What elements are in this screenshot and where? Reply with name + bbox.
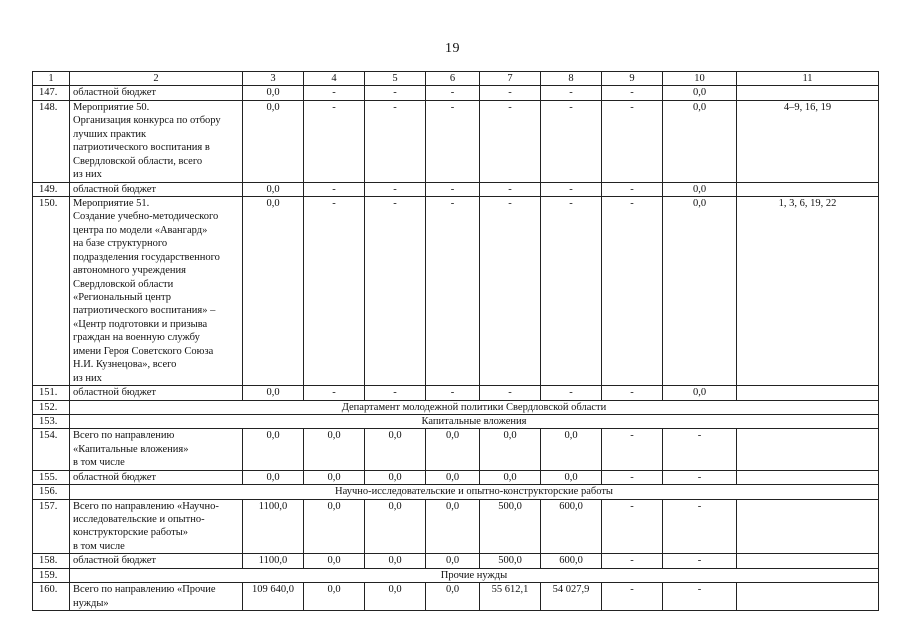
section-row	[33, 400, 879, 414]
description-line: Организация конкурса по отбору	[73, 115, 221, 127]
value-cell: 0,0	[304, 470, 365, 484]
value-cell: -	[663, 499, 737, 554]
table-row	[33, 499, 879, 554]
table-row	[33, 429, 879, 470]
value-cell: 600,0	[541, 499, 602, 554]
table-row	[33, 470, 879, 484]
value-cell: -	[663, 554, 737, 568]
value-cell: -	[365, 386, 426, 400]
target-indicators	[737, 182, 879, 196]
column-header: 11	[737, 72, 879, 86]
target-indicators	[737, 554, 879, 568]
description-line: Создание учебно-методического	[73, 211, 219, 223]
value-cell: -	[663, 583, 737, 611]
row-description	[70, 470, 243, 484]
column-header: 8	[541, 72, 602, 86]
section-row	[33, 568, 879, 582]
value-cell: 500,0	[480, 499, 541, 554]
description-line: лучших практик	[73, 128, 147, 140]
description-line: из них	[73, 169, 102, 181]
description-line: в том числе	[73, 457, 125, 469]
value-cell: -	[426, 182, 480, 196]
value-cell: 0,0	[541, 470, 602, 484]
value-cell: -	[541, 86, 602, 100]
table-body	[33, 72, 879, 611]
value-cell: 0,0	[243, 86, 304, 100]
row-number: 152.	[33, 400, 70, 414]
description-line: граждан на военную службу	[73, 332, 200, 344]
value-cell: -	[602, 554, 663, 568]
value-cell: -	[602, 386, 663, 400]
target-indicators: 1, 3, 6, 19, 22	[737, 196, 879, 385]
column-header: 3	[243, 72, 304, 86]
value-cell: -	[304, 386, 365, 400]
table-row	[33, 182, 879, 196]
table-row	[33, 100, 879, 182]
value-cell: 0,0	[663, 386, 737, 400]
row-number: 151.	[33, 386, 70, 400]
value-cell: 0,0	[243, 470, 304, 484]
value-cell: 600,0	[541, 554, 602, 568]
value-cell: 0,0	[365, 499, 426, 554]
description-line: нужды»	[73, 597, 109, 609]
value-cell: -	[426, 100, 480, 182]
value-cell: 0,0	[304, 499, 365, 554]
row-description	[70, 182, 243, 196]
row-description	[70, 386, 243, 400]
value-cell: -	[365, 86, 426, 100]
value-cell: 0,0	[243, 429, 304, 470]
description-line: автономного учреждения	[73, 265, 186, 277]
target-indicators	[737, 583, 879, 611]
value-cell: 0,0	[365, 583, 426, 611]
value-cell: -	[304, 100, 365, 182]
table-row	[33, 386, 879, 400]
column-header: 10	[663, 72, 737, 86]
description-line: «Центр подготовки и призыва	[73, 318, 208, 330]
section-title: Капитальные вложения	[70, 414, 879, 428]
value-cell: 0,0	[480, 429, 541, 470]
section-title: Прочие нужды	[70, 568, 879, 582]
column-header: 9	[602, 72, 663, 86]
description-line: областной бюджет	[73, 387, 156, 399]
description-line: Свердловской области, всего	[73, 155, 203, 167]
value-cell: -	[304, 86, 365, 100]
row-description	[70, 86, 243, 100]
value-cell: 0,0	[243, 182, 304, 196]
description-line: патриотического воспитания» –	[73, 305, 216, 317]
row-description	[70, 196, 243, 385]
target-indicators	[737, 386, 879, 400]
row-number: 155.	[33, 470, 70, 484]
row-number: 148.	[33, 100, 70, 182]
value-cell: 0,0	[663, 182, 737, 196]
description-line: Всего по направлению «Научно-	[73, 500, 219, 512]
value-cell: -	[602, 196, 663, 385]
value-cell: -	[602, 583, 663, 611]
description-line: областной бюджет	[73, 555, 156, 567]
value-cell: 0,0	[663, 86, 737, 100]
row-number: 160.	[33, 583, 70, 611]
description-line: имени Героя Советского Союза	[73, 345, 214, 357]
description-line: «Капитальные вложения»	[73, 443, 189, 455]
description-line: в том числе	[73, 540, 125, 552]
value-cell: -	[602, 100, 663, 182]
section-row	[33, 414, 879, 428]
target-indicators: 4–9, 16, 19	[737, 100, 879, 182]
column-header: 6	[426, 72, 480, 86]
value-cell: 0,0	[365, 470, 426, 484]
value-cell: -	[602, 429, 663, 470]
value-cell: 1100,0	[243, 499, 304, 554]
description-line: исследовательские и опытно-	[73, 514, 205, 525]
row-number: 157.	[33, 499, 70, 554]
value-cell: -	[480, 100, 541, 182]
description-line: Н.И. Кузнецова», всего	[73, 359, 177, 371]
value-cell: 0,0	[304, 554, 365, 568]
row-number: 153.	[33, 414, 70, 428]
value-cell: -	[602, 499, 663, 554]
description-line: Мероприятие 51.	[73, 197, 150, 209]
value-cell: 55 612,1	[480, 583, 541, 611]
row-description	[70, 429, 243, 470]
row-number: 150.	[33, 196, 70, 385]
value-cell: -	[304, 196, 365, 385]
value-cell: 0,0	[365, 429, 426, 470]
value-cell: 0,0	[426, 429, 480, 470]
value-cell: 0,0	[304, 583, 365, 611]
table-row	[33, 86, 879, 100]
value-cell: 0,0	[426, 583, 480, 611]
description-line: патриотического воспитания в	[73, 142, 210, 154]
row-description	[70, 554, 243, 568]
value-cell: -	[602, 86, 663, 100]
description-line: «Региональный центр	[73, 292, 171, 303]
description-line: областной бюджет	[73, 471, 156, 483]
value-cell: 0,0	[480, 470, 541, 484]
target-indicators	[737, 470, 879, 484]
page-number: 19	[445, 41, 460, 56]
row-description	[70, 499, 243, 554]
description-line: центра по модели «Авангард»	[73, 224, 208, 236]
value-cell: -	[602, 470, 663, 484]
column-header: 1	[33, 72, 70, 86]
value-cell: -	[480, 86, 541, 100]
table-header-row	[33, 72, 879, 86]
description-line: подразделения государственного	[73, 251, 220, 263]
value-cell: -	[541, 182, 602, 196]
row-number: 159.	[33, 568, 70, 582]
table-row	[33, 583, 879, 611]
value-cell: -	[304, 182, 365, 196]
description-line: конструкторские работы»	[73, 527, 189, 539]
section-title: Департамент молодежной политики Свердловской области	[70, 400, 879, 414]
table-row	[33, 554, 879, 568]
value-cell: 109 640,0	[243, 583, 304, 611]
value-cell: -	[365, 182, 426, 196]
value-cell: 0,0	[541, 429, 602, 470]
description-line: Мероприятие 50.	[73, 101, 150, 113]
row-description	[70, 583, 243, 611]
value-cell: -	[663, 470, 737, 484]
value-cell: 500,0	[480, 554, 541, 568]
target-indicators	[737, 86, 879, 100]
column-header: 5	[365, 72, 426, 86]
value-cell: 0,0	[426, 554, 480, 568]
description-line: областной бюджет	[73, 183, 156, 195]
value-cell: -	[541, 196, 602, 385]
section-title: Научно-исследовательские и опытно-конструкторские работы	[70, 485, 879, 499]
column-header: 4	[304, 72, 365, 86]
table-row	[33, 196, 879, 385]
column-header: 7	[480, 72, 541, 86]
row-number: 158.	[33, 554, 70, 568]
value-cell: 0,0	[426, 470, 480, 484]
target-indicators	[737, 499, 879, 554]
description-line: из них	[73, 372, 102, 384]
description-line: Свердловской области	[73, 278, 174, 290]
value-cell: 0,0	[663, 196, 737, 385]
description-line: областной бюджет	[73, 87, 156, 99]
value-cell: 0,0	[243, 196, 304, 385]
budget-table	[32, 71, 879, 611]
value-cell: 0,0	[243, 100, 304, 182]
description-line: Всего по направлению	[73, 430, 175, 442]
row-description	[70, 100, 243, 182]
value-cell: -	[426, 386, 480, 400]
value-cell: -	[365, 196, 426, 385]
value-cell: 0,0	[426, 499, 480, 554]
value-cell: -	[480, 182, 541, 196]
value-cell: 54 027,9	[541, 583, 602, 611]
value-cell: -	[480, 196, 541, 385]
value-cell: 0,0	[365, 554, 426, 568]
description-line: на базе структурного	[73, 238, 168, 250]
value-cell: -	[541, 386, 602, 400]
section-row	[33, 485, 879, 499]
row-number: 149.	[33, 182, 70, 196]
value-cell: 0,0	[243, 386, 304, 400]
value-cell: 0,0	[304, 429, 365, 470]
row-number: 154.	[33, 429, 70, 470]
value-cell: -	[426, 196, 480, 385]
value-cell: -	[365, 100, 426, 182]
row-number: 147.	[33, 86, 70, 100]
description-line: Всего по направлению «Прочие	[73, 584, 216, 596]
value-cell: 0,0	[663, 100, 737, 182]
value-cell: -	[663, 429, 737, 470]
value-cell: -	[541, 100, 602, 182]
row-number: 156.	[33, 485, 70, 499]
column-header: 2	[70, 72, 243, 86]
value-cell: 1100,0	[243, 554, 304, 568]
value-cell: -	[480, 386, 541, 400]
value-cell: -	[426, 86, 480, 100]
target-indicators	[737, 429, 879, 470]
value-cell: -	[602, 182, 663, 196]
